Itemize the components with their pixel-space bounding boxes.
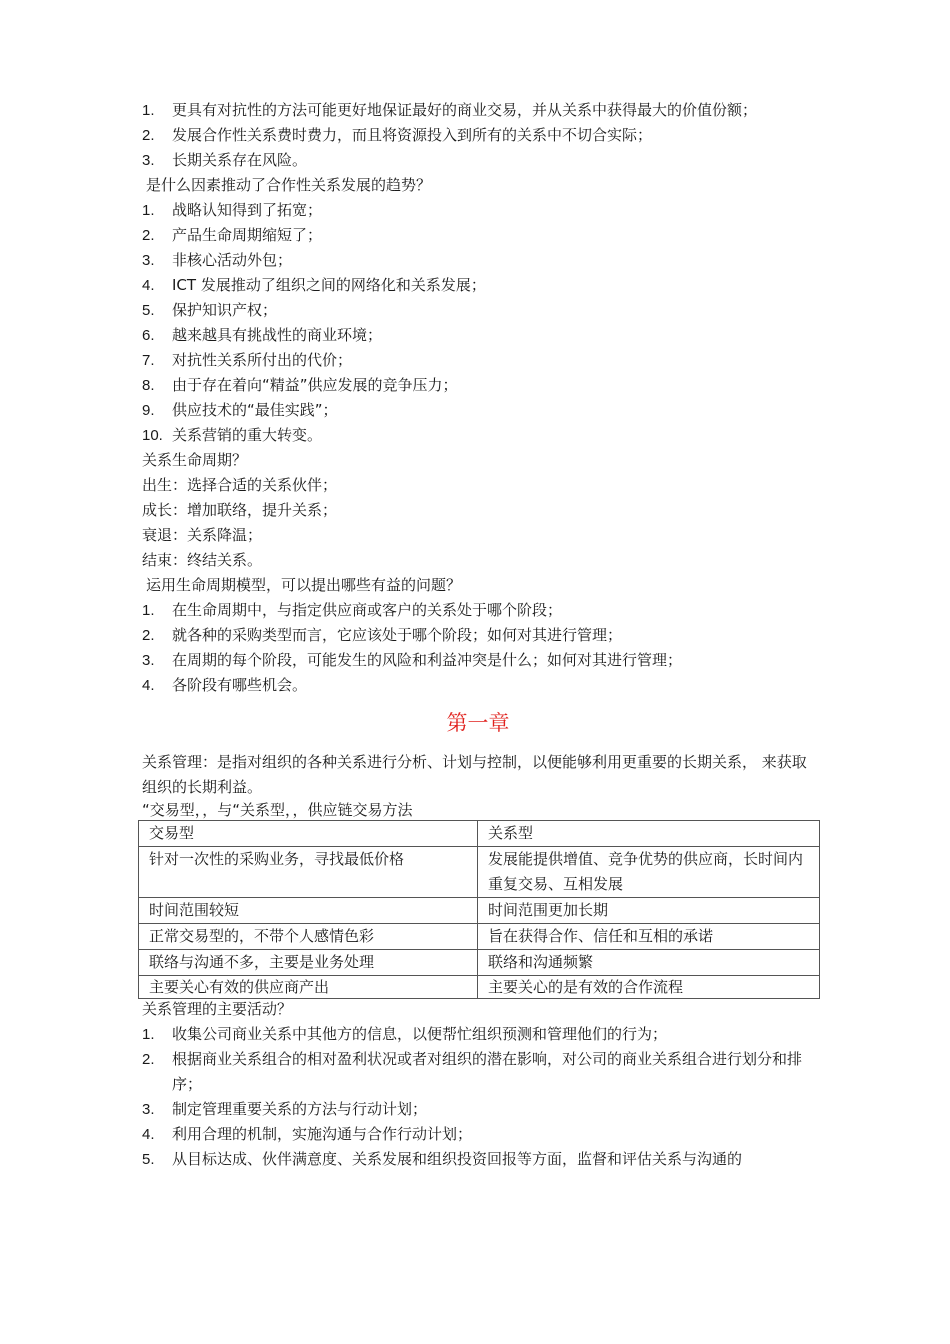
table-cell: 旨在获得合作、信任和互相的承诺 <box>478 924 820 950</box>
list-number: 6. <box>142 327 155 344</box>
list-text: 从目标达成、伙伴满意度、关系发展和组织投资回报等方面，监督和评估关系与沟通的 <box>172 1150 743 1168</box>
table-row <box>139 898 820 924</box>
table-cell: 发展能提供增值、竞争优势的供应商，长时间内重复交易、互相发展 <box>478 847 820 898</box>
list-number: 4. <box>142 277 155 294</box>
list-item <box>136 123 820 148</box>
list-number: 1. <box>142 102 155 119</box>
list-item <box>136 623 820 648</box>
list-text: 关系营销的重大转变。 <box>172 426 323 444</box>
list-item <box>136 198 820 223</box>
list-text: 就各种的采购类型而言，它应该处于哪个阶段；如何对其进行管理； <box>172 626 623 644</box>
list-number: 2. <box>142 127 155 144</box>
table-row <box>139 924 820 950</box>
list-number: 7. <box>142 352 155 369</box>
list-number: 8. <box>142 377 155 394</box>
table-cell: 针对一次性的采购业务，寻找最低价格 <box>139 847 478 898</box>
list-item <box>136 148 820 173</box>
lifecycle-stage: 衰退：关系降温； <box>142 526 263 544</box>
list-text: 发展合作性关系费时费力，而且将资源投入到所有的关系中不切合实际； <box>172 126 653 144</box>
table-caption: “交易型，，与“关系型，，供应链交易方法 <box>142 801 413 819</box>
list-disadvantages <box>136 98 820 173</box>
list-item <box>136 1147 820 1172</box>
lifecycle-stages <box>136 473 820 573</box>
table-header-cell: 关系型 <box>478 821 820 847</box>
list-item <box>136 648 820 673</box>
lifecycle-title: 关系生命周期？ <box>142 451 248 469</box>
table-cell: 时间范围更加长期 <box>478 898 820 924</box>
list-text: 各阶段有哪些机会。 <box>172 676 308 694</box>
question-heading: 是什么因素推动了合作性关系发展的趋势？ <box>146 176 432 194</box>
list-text: 保护知识产权； <box>172 301 278 319</box>
list-number: 3. <box>142 1101 155 1118</box>
list-text: 制定管理重要关系的方法与行动计划； <box>172 1100 428 1118</box>
list-number: 2. <box>142 627 155 644</box>
list-text: 在生命周期中，与指定供应商或客户的关系处于哪个阶段； <box>172 601 563 619</box>
list-activities <box>136 1022 820 1172</box>
list-item <box>136 223 820 248</box>
list-number: 9. <box>142 402 155 419</box>
list-item <box>136 348 820 373</box>
table-cell: 正常交易型的，不带个人感情色彩 <box>139 924 478 950</box>
list-number: 3. <box>142 252 155 269</box>
list-number: 1. <box>142 1026 155 1043</box>
list-text: ICT 发展推动了组织之间的网络化和关系发展； <box>172 276 486 294</box>
list-item <box>136 1022 820 1047</box>
table-cell: 主要关心有效的供应商产出 <box>139 976 478 999</box>
activities-title: 关系管理的主要活动？ <box>142 1000 293 1018</box>
table-header-cell: 交易型 <box>139 821 478 847</box>
list-number: 4. <box>142 1126 155 1143</box>
list-drivers <box>136 198 820 448</box>
list-text: 利用合理的机制，实施沟通与合作行动计划； <box>172 1125 473 1143</box>
list-item <box>136 323 820 348</box>
list-number: 3. <box>142 152 155 169</box>
list-text: 在周期的每个阶段，可能发生的风险和利益冲突是什么；如何对其进行管理； <box>172 651 683 669</box>
list-item <box>136 98 820 123</box>
table-row <box>139 976 820 999</box>
list-number: 1. <box>142 202 155 219</box>
list-text: 收集公司商业关系中其他方的信息，以便帮忙组织预测和管理他们的行为； <box>172 1025 668 1043</box>
list-number: 5. <box>142 302 155 319</box>
list-item <box>136 1122 820 1147</box>
table-cell: 联络和沟通频繁 <box>478 950 820 976</box>
table-cell: 主要关心的是有效的合作流程 <box>478 976 820 999</box>
table-row <box>139 847 820 898</box>
table-cell: 联络与沟通不多，主要是业务处理 <box>139 950 478 976</box>
list-text: 对抗性关系所付出的代价； <box>172 351 353 369</box>
list-item <box>136 673 820 698</box>
list-number: 10. <box>142 427 163 444</box>
lifecycle-stage: 成长：增加联络，提升关系； <box>142 501 338 519</box>
list-text: 供应技术的“最佳实践”； <box>172 401 338 419</box>
table-header-row <box>139 821 820 847</box>
list-item <box>136 1047 820 1097</box>
table-row <box>139 950 820 976</box>
list-item <box>136 273 820 298</box>
lifecycle-stage: 结束：终结关系。 <box>142 551 263 569</box>
list-number: 2. <box>142 1051 155 1068</box>
list-item <box>136 598 820 623</box>
list-lifecycle-questions <box>136 598 820 698</box>
list-number: 4. <box>142 677 155 694</box>
list-text: 根据商业关系组合的相对盈利状况或者对组织的潜在影响，对公司的商业关系组合进行划分和排序； <box>172 1050 803 1093</box>
list-number: 2. <box>142 227 155 244</box>
list-item <box>136 298 820 323</box>
list-text: 长期关系存在风险。 <box>172 151 308 169</box>
list-number: 3. <box>142 652 155 669</box>
chapter-heading: 第一章 <box>446 711 510 735</box>
lifecycle-stage: 出生：选择合适的关系伙伴； <box>142 476 338 494</box>
comparison-table <box>138 820 820 999</box>
document-body <box>136 98 820 1172</box>
list-item <box>136 423 820 448</box>
list-number: 1. <box>142 602 155 619</box>
definition-paragraph: 关系管理：是指对组织的各种关系进行分析、计划与控制，以便能够利用更重要的长期关系， 来获取组织的长期利益。 <box>142 753 807 796</box>
question-heading: 运用生命周期模型，可以提出哪些有益的问题？ <box>146 576 462 594</box>
list-item <box>136 398 820 423</box>
table-cell: 时间范围较短 <box>139 898 478 924</box>
list-text: 更具有对抗性的方法可能更好地保证最好的商业交易，并从关系中获得最大的价值份额； <box>172 101 758 119</box>
list-text: 非核心活动外包； <box>172 251 293 269</box>
list-text: 越来越具有挑战性的商业环境； <box>172 326 383 344</box>
list-item <box>136 373 820 398</box>
list-number: 5. <box>142 1151 155 1168</box>
list-item <box>136 248 820 273</box>
list-text: 由于存在着向“精益”供应发展的竞争压力； <box>172 376 458 394</box>
list-text: 战略认知得到了拓宽； <box>172 201 323 219</box>
list-item <box>136 1097 820 1122</box>
list-text: 产品生命周期缩短了； <box>172 226 323 244</box>
